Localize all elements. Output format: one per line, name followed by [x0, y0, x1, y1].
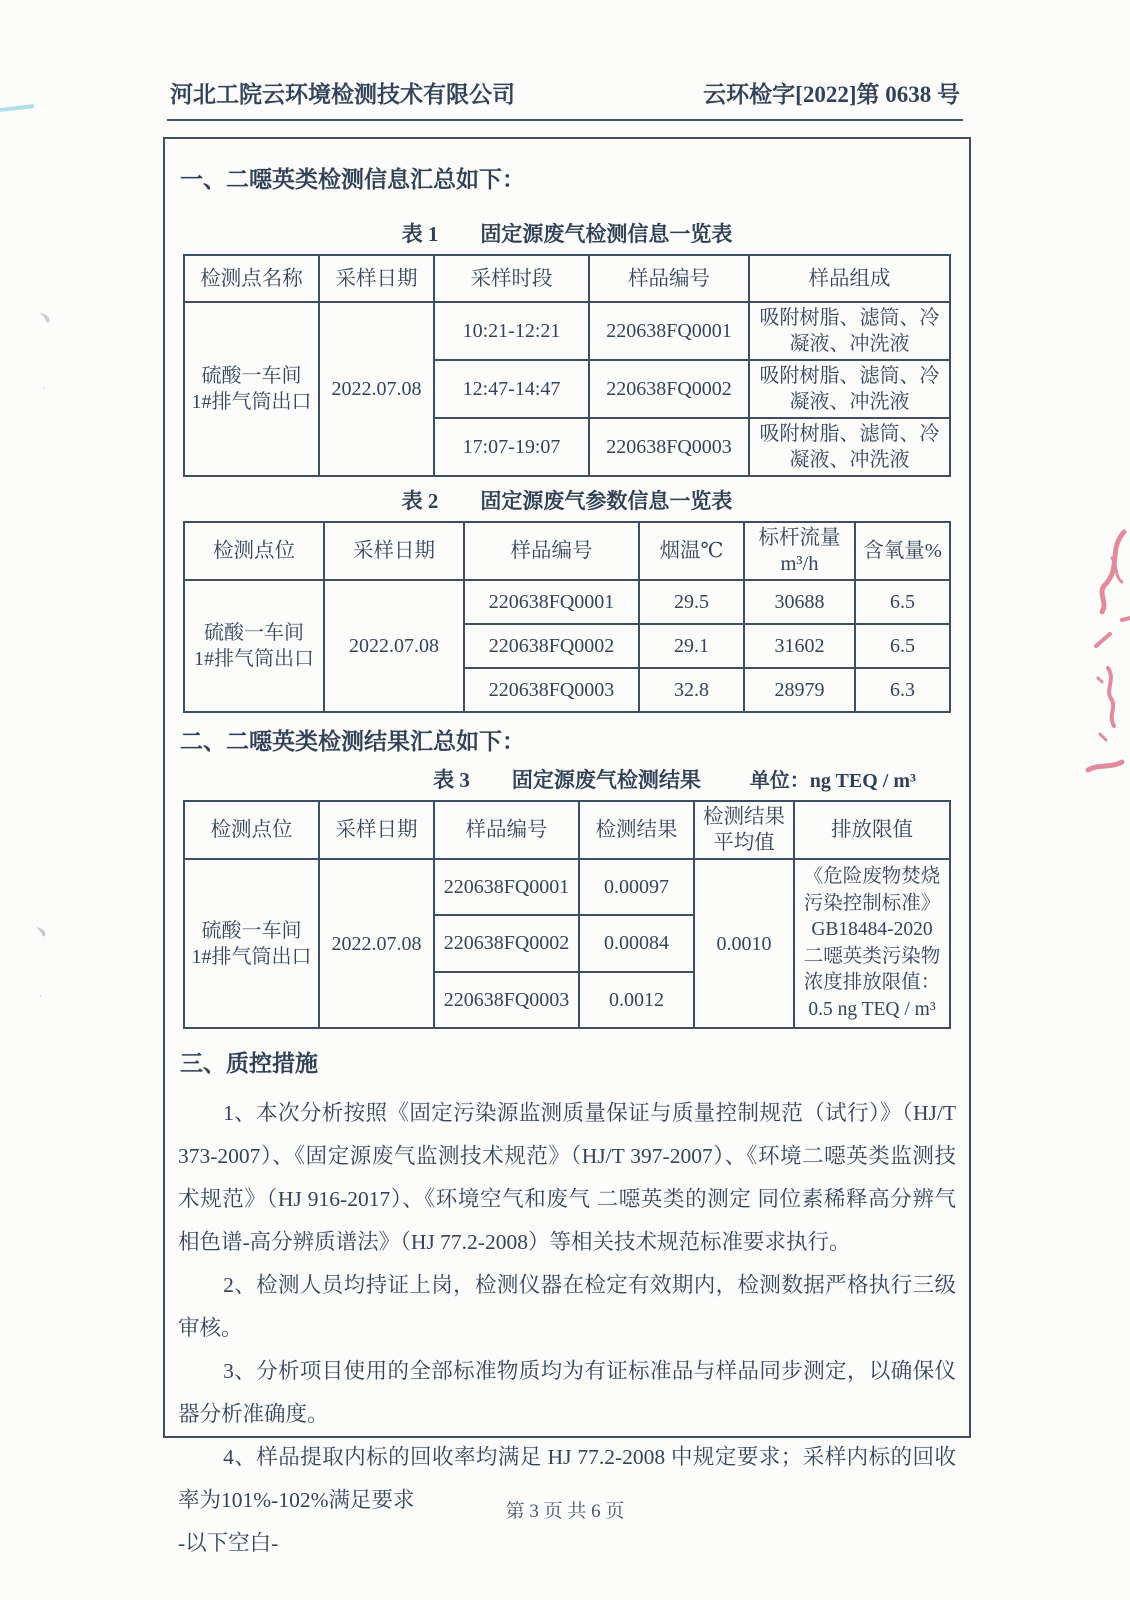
qc-paragraph-1: 1、本次分析按照《固定污染源监测质量保证与质量控制规范（试行）》（HJ/T 373-2007）、《固定源废气监测技术规范》（HJ/T 397-2007）、《环境二噁英类监测技术规范》（HJ 916-2017）、《环境空气和废气 二噁英类的测定 同位素稀释高分辨气相色谱-高分辨质谱法》（HJ 77.2-2008）等相关技术规范标准要求执行。 — [178, 1101, 956, 1254]
table2-site-cell — [184, 580, 324, 712]
table1-caption-no: 表 1 — [401, 222, 439, 246]
limit-line: 二噁英类污染物 — [803, 945, 941, 967]
table1-time-1: 12:47-14:47 — [434, 360, 589, 418]
table2-temp-0: 29.5 — [639, 580, 744, 624]
site-line1: 硫酸一车间 — [201, 365, 302, 387]
table2-header-oxygen: 含氧量% — [855, 522, 950, 580]
table3-results — [183, 800, 951, 1029]
table-row — [184, 859, 950, 915]
table1-sample-2: 220638FQ0003 — [589, 418, 749, 476]
table3-header-date: 采样日期 — [319, 801, 434, 859]
table2-flow-1: 31602 — [744, 624, 855, 668]
scan-pencil-mark: ﹅ — [38, 312, 52, 327]
table3-site-cell — [184, 859, 319, 1028]
table1-header-composition: 样品组成 — [749, 255, 950, 302]
section3-title: 三、质控措施 — [180, 1051, 318, 1076]
document-number: 云环检字[2022]第 0638 号 — [703, 82, 960, 107]
table3-header-limit: 排放限值 — [794, 801, 950, 859]
table3-sample-2: 220638FQ0003 — [434, 972, 579, 1028]
table3-header-sample: 样品编号 — [434, 801, 579, 859]
qc-paragraph-2: 2、检测人员均持证上岗，检测仪器在检定有效期内，检测数据严格执行三级审核。 — [178, 1273, 956, 1340]
red-stamp-marks — [1078, 528, 1130, 798]
site-line2: 1#排气筒出口 — [191, 945, 312, 968]
qc-paragraph-3: 3、分析项目使用的全部标准物质均为有证标准品与样品同步测定，以确保仪器分析准确度。 — [178, 1359, 956, 1426]
table2-header-row — [184, 522, 950, 580]
table2-parameters — [183, 521, 951, 713]
unit-label: 单位： — [749, 770, 810, 792]
flow-label: 标杆流量 — [758, 527, 841, 549]
site-line1: 硫酸一车间 — [204, 622, 304, 644]
table1-header-period: 采样时段 — [434, 255, 589, 302]
avg-line2: 平均值 — [713, 832, 775, 854]
limit-line: 《危险废物焚烧 — [803, 866, 941, 887]
table1-header-sample: 样品编号 — [589, 255, 749, 302]
scan-pencil-mark: ﹅ — [34, 926, 48, 941]
table-row — [184, 302, 950, 360]
scan-pencil-mark: · — [38, 990, 43, 1005]
table2-temp-2: 32.8 — [639, 668, 744, 712]
table3-caption-no: 表 3 — [433, 768, 470, 792]
table1-header-row — [184, 255, 950, 302]
scan-cyan-streak — [0, 104, 34, 112]
table1-header-site: 检测点名称 — [184, 255, 319, 302]
table2-header-site: 检测点位 — [184, 522, 324, 580]
page-number: 第 3 页 共 6 页 — [505, 1501, 625, 1522]
scan-pencil-mark: · — [42, 382, 47, 397]
table3-caption — [178, 764, 956, 794]
table3-header-average — [694, 801, 794, 859]
table1-caption — [178, 218, 956, 248]
table2-flow-0: 30688 — [744, 580, 855, 624]
limit-line: GB18484-2020 — [811, 919, 933, 940]
table3-header-result: 检测结果 — [579, 801, 694, 859]
table2-header-flow — [744, 522, 855, 580]
limit-line: 浓度排放限值： — [803, 972, 941, 993]
table3-header-site: 检测点位 — [184, 801, 319, 859]
section2-title: 二、二噁英类检测结果汇总如下： — [180, 729, 525, 754]
document-header — [170, 76, 960, 109]
table2-caption-title: 固定源废气参数信息一览表 — [480, 489, 733, 513]
table3-header-row — [184, 801, 950, 859]
table3-caption-title: 固定源废气检测结果 — [511, 768, 701, 792]
table2-temp-1: 29.1 — [639, 624, 744, 668]
table2-header-temp: 烟温℃ — [639, 522, 744, 580]
table2-sample-2: 220638FQ0003 — [464, 668, 639, 712]
table1-time-0: 10:21-12:21 — [434, 302, 589, 360]
header-divider — [167, 119, 963, 121]
table2-caption-no: 表 2 — [401, 489, 439, 513]
table2-sample-0: 220638FQ0001 — [464, 580, 639, 624]
flow-unit: m³/h — [780, 553, 819, 575]
table1-composition-0: 吸附树脂、滤筒、冷凝液、冲洗液 — [749, 302, 950, 360]
table3-limit-cell — [794, 859, 950, 1028]
company-name: 河北工院云环境检测技术有限公司 — [170, 82, 515, 107]
table2-caption — [178, 485, 956, 515]
table1-composition-2: 吸附树脂、滤筒、冷凝液、冲洗液 — [749, 418, 950, 476]
table2-oxygen-0: 6.5 — [855, 580, 950, 624]
table1-composition-1: 吸附树脂、滤筒、冷凝液、冲洗液 — [749, 360, 950, 418]
table2-oxygen-1: 6.5 — [855, 624, 950, 668]
table2-date-cell: 2022.07.08 — [324, 580, 464, 712]
limit-line: 0.5 ng TEQ / m³ — [808, 998, 936, 1020]
table1-date-cell: 2022.07.08 — [319, 302, 434, 476]
table1-time-2: 17:07-19:07 — [434, 418, 589, 476]
table1-sample-0: 220638FQ0001 — [589, 302, 749, 360]
table3-result-0: 0.00097 — [579, 859, 694, 915]
table3-result-2: 0.0012 — [579, 972, 694, 1028]
table3-date-cell: 2022.07.08 — [319, 859, 434, 1028]
table2-oxygen-2: 6.3 — [855, 668, 950, 712]
table1-sampling-info — [183, 254, 951, 477]
table1-sample-1: 220638FQ0002 — [589, 360, 749, 418]
table3-unit — [750, 764, 916, 793]
table2-flow-2: 28979 — [744, 668, 855, 712]
table2-header-sample: 样品编号 — [464, 522, 639, 580]
unit-value: ng TEQ / m³ — [809, 770, 916, 792]
table2-header-date: 采样日期 — [324, 522, 464, 580]
below-blank-note: -以下空白- — [178, 1531, 279, 1555]
site-line2: 1#排气筒出口 — [191, 391, 312, 413]
table1-header-date: 采样日期 — [319, 255, 434, 302]
qc-paragraph-4: 4、样品提取内标的回收率均满足 HJ 77.2-2008 中规定要求；采样内标的回收率为101%-102%满足要求 — [178, 1445, 956, 1512]
table3-sample-0: 220638FQ0001 — [434, 859, 579, 915]
site-line1: 硫酸一车间 — [201, 919, 302, 942]
table1-caption-title: 固定源废气检测信息一览表 — [480, 222, 733, 246]
section1-title: 一、二噁英类检测信息汇总如下： — [180, 167, 525, 192]
avg-line1: 检测结果 — [703, 806, 785, 828]
table2-sample-1: 220638FQ0002 — [464, 624, 639, 668]
table3-result-1: 0.00084 — [579, 915, 694, 971]
limit-line: 污染控制标准》 — [803, 892, 941, 914]
table3-sample-1: 220638FQ0002 — [434, 915, 579, 971]
table-row — [184, 580, 950, 624]
table3-average-cell: 0.0010 — [694, 859, 794, 1028]
table1-site-cell — [184, 302, 319, 476]
site-line2: 1#排气筒出口 — [194, 648, 314, 670]
